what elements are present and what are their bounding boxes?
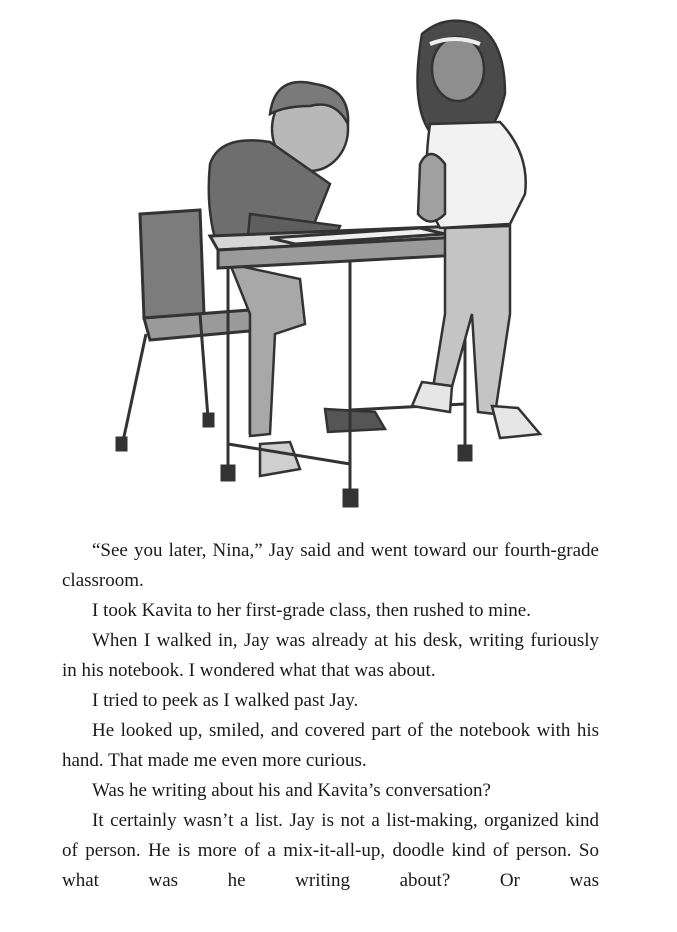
paragraph-3: When I walked in, Jay was already at his desk, writing furiously in his notebook. I wondered what that was about. bbox=[62, 630, 599, 681]
boy bbox=[209, 82, 385, 476]
paragraph-5: He looked up, smiled, and covered part of the notebook with his hand. That made me even more curious. bbox=[62, 720, 599, 771]
paragraph-6: Was he writing about his and Kavita’s conversation? bbox=[92, 780, 491, 801]
paragraph-7: It certainly wasn’t a list. Jay is not a list-making, organized kind of person. He is more of a mix-it-all-up, doodle kind of person. So what was he writing about? Or was bbox=[62, 810, 599, 891]
paragraph-4: I tried to peek as I walked past Jay. bbox=[92, 690, 359, 711]
paragraph-1: “See you later, Nina,” Jay said and went toward our fourth-grade classroom. bbox=[62, 540, 599, 591]
story-text bbox=[62, 536, 599, 896]
illustration-boy-writing-girl-watching bbox=[100, 14, 560, 514]
paragraph-2: I took Kavita to her first-grade class, then rushed to mine. bbox=[92, 600, 531, 621]
